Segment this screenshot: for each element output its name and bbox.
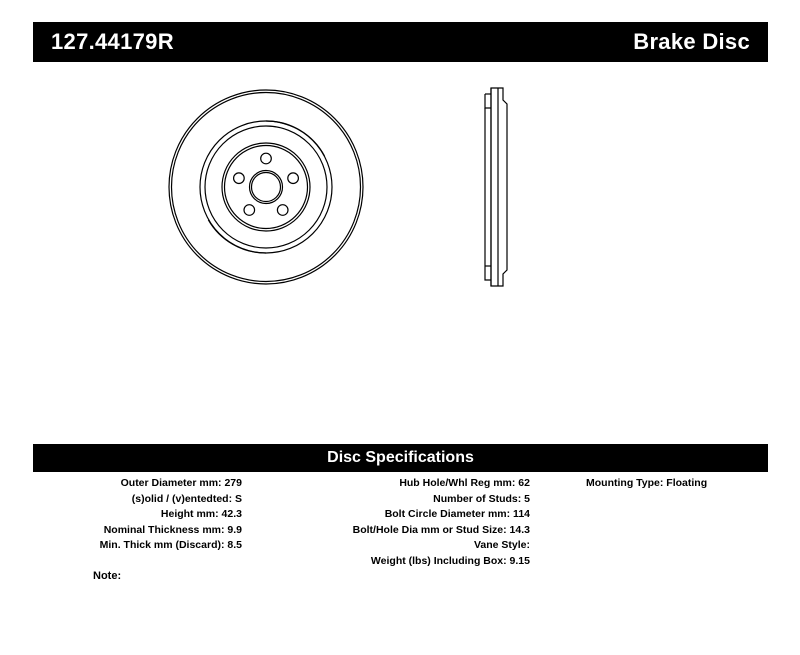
spec-item: Height mm: 42.3	[160, 508, 242, 520]
spec-item: Hub Hole/Whl Reg mm: 62	[399, 477, 530, 489]
note-label: Note:	[93, 570, 122, 582]
spec-item: Outer Diameter mm: 279	[120, 477, 242, 489]
spec-item: Bolt Circle Diameter mm: 114	[384, 508, 530, 520]
part-number: 127.44179R	[51, 29, 174, 54]
spec-item: Min. Thick mm (Discard): 8.5	[99, 539, 242, 551]
specifications-header-bar	[33, 444, 768, 472]
spec-item: Bolt/Hole Dia mm or Stud Size: 14.3	[352, 523, 530, 536]
specifications-title: Disc Specifications	[327, 449, 474, 466]
header-bar	[33, 22, 768, 62]
spec-item: Nominal Thickness mm: 9.9	[103, 523, 242, 536]
product-type-label: Brake Disc	[633, 29, 750, 54]
spec-item: (s)olid / (v)entedted: S	[131, 492, 242, 505]
brake-disc-side-view	[485, 88, 507, 286]
brake-disc-front-view	[169, 90, 363, 284]
technical-drawing	[33, 70, 768, 435]
note-row	[33, 570, 768, 590]
spec-item: Mounting Type: Floating	[586, 477, 708, 489]
spec-item: Number of Studs: 5	[433, 492, 530, 505]
spec-item: Vane Style:	[473, 539, 530, 551]
spec-item: Weight (lbs) Including Box: 9.15	[370, 554, 530, 567]
